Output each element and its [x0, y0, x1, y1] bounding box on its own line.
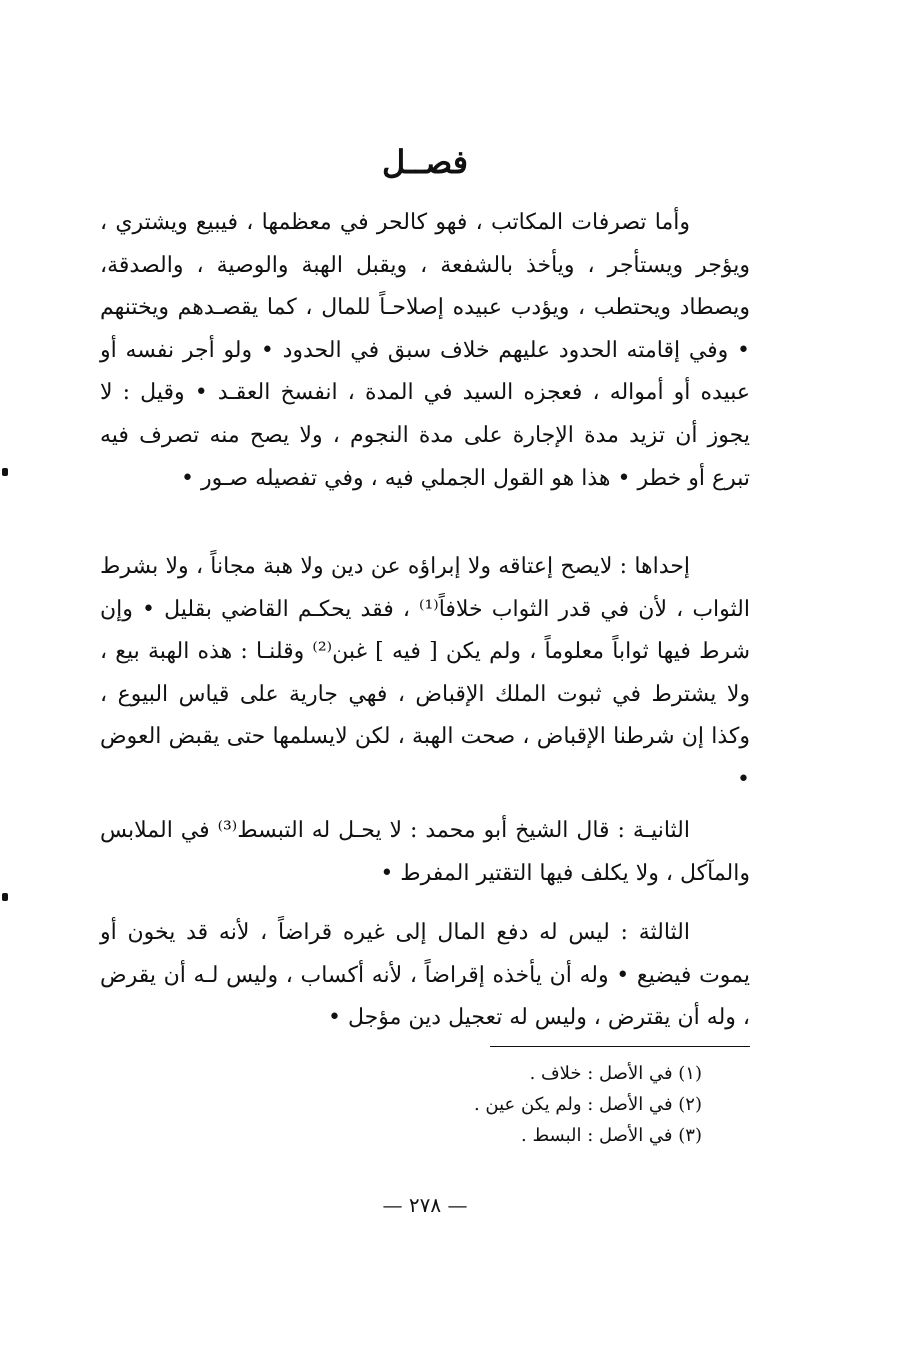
footnotes-list [474, 1058, 702, 1151]
paragraph-second-case: الثانيـة : قال الشيخ أبو محمد : لا يحـل له التبسط⁽³⁾ في الملابس والمآكل ، ولا يكلف فيها التقتير المفرط • [100, 818, 750, 886]
paragraph-first-case: إحداها : لايصح إعتاقه ولا إبراؤه عن دين ولا هبة مجاناً ، ولا بشرط الثواب ، لأن في قدر الثواب خلافاً⁽¹⁾ ، فقد يحكـم القاضي بقليل • وإن شرط فيها ثواباً معلوماً ، ولم يكن [ فيه ] غبن⁽²⁾ وقلنـا : هذه الهبة بيع ، ولا يشترط في ثبوت الملك الإقباض ، فهي جارية على قياس البيوع ، وكذا إن شرطنا الإقباض ، صحت الهبة ، لكن لايسلمها حتى يقبض العوض • [100, 554, 751, 792]
footnote-2: (٢) في الأصل : ولم يكن عين . [473, 1094, 702, 1115]
paragraph-third-case: الثالثة : ليس له دفع المال إلى غيره قراضاً ، لأنه قد يخون أو يموت فيضيع • وله أن يأخذه إقراضاً ، لأنه أكساب ، وليس لـه أن يقرض ، وله أن يقترض ، وليس له تعجيل دين مؤجل • [100, 920, 750, 1031]
scan-mark [2, 893, 8, 901]
footnote-1: (١) في الأصل : خلاف . [529, 1063, 702, 1084]
book-page [100, 0, 750, 1371]
scan-mark [2, 468, 8, 476]
footnote-3: (٣) في الأصل : البسط . [521, 1125, 702, 1146]
page-number: — ٢٧٨ — [382, 1193, 468, 1217]
section-title: فصــل [381, 143, 469, 181]
paragraph-intro: وأما تصرفات المكاتب ، فهو كالحر في معظمها ، فيبيع ويشتري ، ويؤجر ويستأجر ، ويأخذ بالشفعة ، ويقبل الهبة والوصية ، والصدقة، ويصطاد ويحتطب ، ويؤدب عبيده إصلاحـاً للمال ، كما يقصـدهم ويختنهم • وفي إقامته الحدود عليهم خلاف سبق في الحدود • ولو أجر نفسه أو عبيده أو أمواله ، فعجزه السيد في المدة ، انفسخ العقـد • وقيل : لا يجوز أن تزيد مدة الإجارة على مدة النجوم ، ولا يصح منه تصرف فيه تبرع أو خطر • هذا هو القول الجملي فيه ، وفي تفصيله صـور • [100, 210, 750, 491]
footnote-separator [490, 1046, 750, 1047]
